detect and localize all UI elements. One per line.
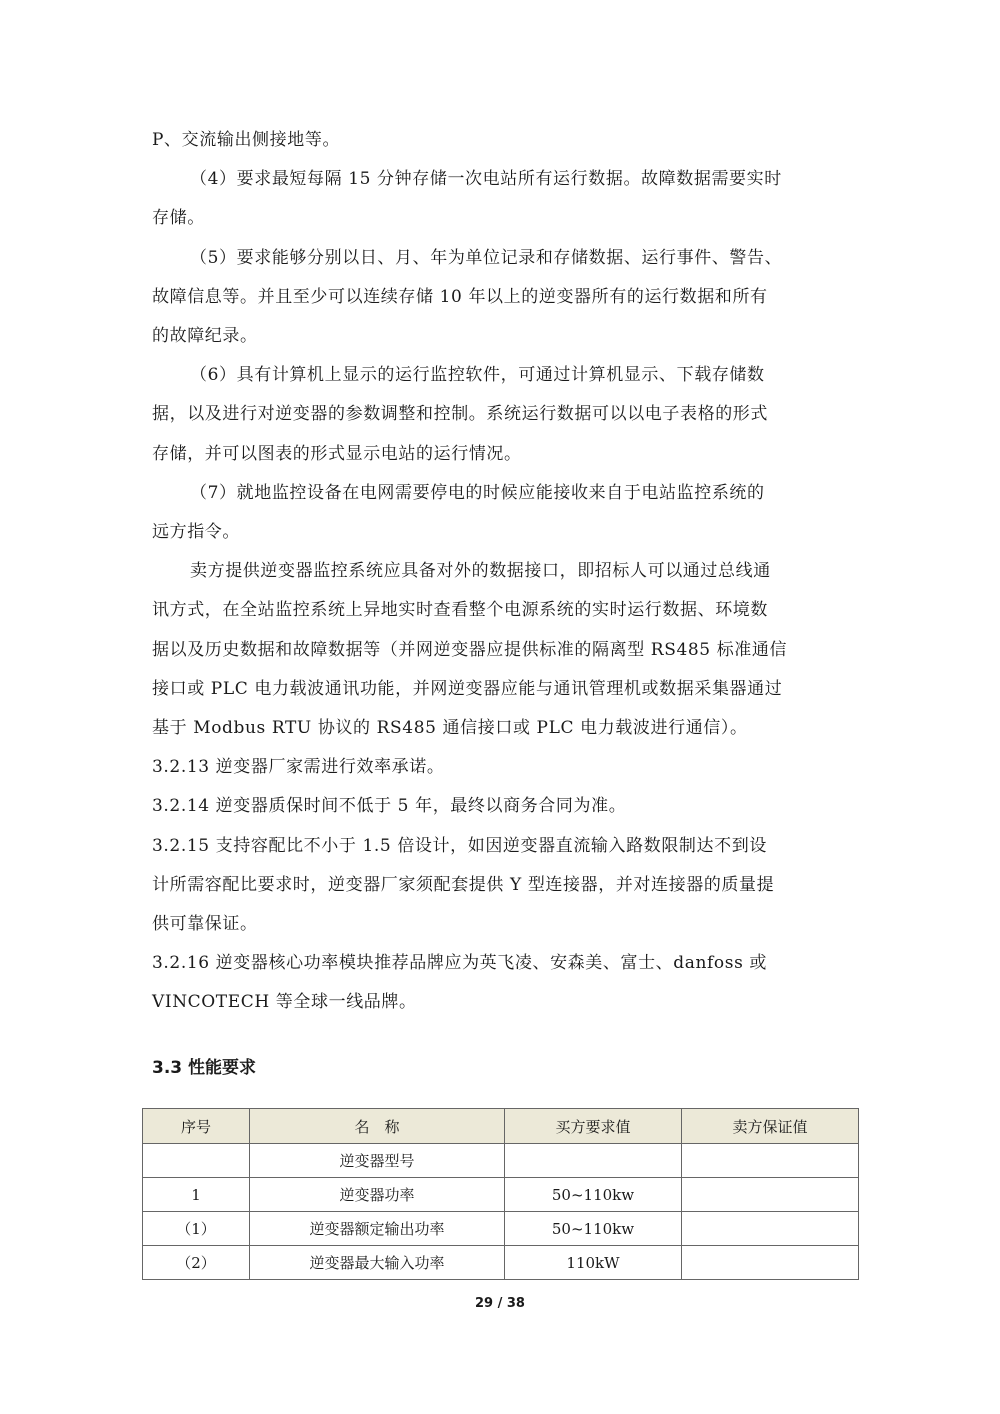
table-cell [682, 1212, 859, 1246]
table-cell: 110kW [505, 1246, 682, 1280]
section-heading: 3.3 性能要求 [152, 1058, 257, 1078]
text-line: 卖方提供逆变器监控系统应具备对外的数据接口，即招标人可以通过总线通 [190, 561, 771, 582]
text-line: （7）就地监控设备在电网需要停电的时候应能接收来自于电站监控系统的 [190, 482, 765, 503]
col-header-buyer-value: 买方要求值 [505, 1109, 682, 1144]
table-cell: 50~110kw [505, 1178, 682, 1212]
table-cell: 50~110kw [505, 1212, 682, 1246]
col-header-seller-value: 卖方保证值 [682, 1109, 859, 1144]
table-cell: 1 [143, 1178, 250, 1212]
performance-table [142, 1108, 859, 1280]
table-cell [682, 1144, 859, 1178]
table-cell [505, 1144, 682, 1178]
col-header-index: 序号 [143, 1109, 250, 1144]
text-line: 存储。 [152, 208, 205, 229]
text-line: VINCOTECH 等全球一线品牌。 [152, 992, 417, 1013]
text-line: （4）要求最短每隔 15 分钟存储一次电站所有运行数据。故障数据需要实时 [190, 169, 782, 190]
table-row [143, 1212, 859, 1246]
table-row [143, 1178, 859, 1212]
text-line: 供可靠保证。 [152, 914, 258, 934]
text-line: 远方指令。 [152, 522, 240, 542]
text-line: （5）要求能够分别以日、月、年为单位记录和存储数据、运行事件、警告、 [190, 247, 783, 268]
table-cell [682, 1178, 859, 1212]
table-cell: 逆变器额定输出功率 [250, 1212, 505, 1246]
text-line: 据以及历史数据和故障数据等（并网逆变器应提供标准的隔离型 RS485 标准通信 [152, 639, 788, 660]
text-line: 故障信息等。并且至少可以连续存储 10 年以上的逆变器所有的运行数据和所有 [152, 286, 768, 307]
text-line: 3.2.13 逆变器厂家需进行效率承诺。 [152, 757, 445, 778]
text-line: （6）具有计算机上显示的运行监控软件，可通过计算机显示、下载存储数 [190, 365, 765, 386]
text-line: 基于 Modbus RTU 协议的 RS485 通信接口或 PLC 电力载波进行通信）。 [152, 718, 748, 738]
page-number: 29 / 38 [475, 1296, 525, 1311]
table-cell: 逆变器最大输入功率 [250, 1246, 505, 1280]
table-cell [682, 1246, 859, 1280]
text-line: 3.2.14 逆变器质保时间不低于 5 年，最终以商务合同为准。 [152, 796, 627, 817]
table-cell: （1） [143, 1212, 250, 1246]
text-line: 讯方式，在全站监控系统上异地实时查看整个电源系统的实时运行数据、环境数 [152, 600, 768, 621]
text-line: 据，以及进行对逆变器的参数调整和控制。系统运行数据可以以电子表格的形式 [152, 404, 768, 425]
table-row [143, 1246, 859, 1280]
table-cell: 逆变器型号 [250, 1144, 505, 1178]
table-cell: （2） [143, 1246, 250, 1280]
table-header-row [143, 1109, 859, 1144]
text-line: 的故障纪录。 [152, 326, 258, 346]
table-cell: 逆变器功率 [250, 1178, 505, 1212]
col-header-name: 名 称 [250, 1109, 505, 1144]
table-cell [143, 1144, 250, 1178]
text-line: 接口或 PLC 电力载波通讯功能，并网逆变器应能与通讯管理机或数据采集器通过 [152, 678, 783, 699]
text-line: 3.2.15 支持容配比不小于 1.5 倍设计，如因逆变器直流输入路数限制达不到设 [152, 835, 767, 856]
table-row [143, 1144, 859, 1178]
text-line: 3.2.16 逆变器核心功率模块推荐品牌应为英飞凌、安森美、富士、danfoss 或 [152, 953, 768, 974]
text-line: 存储，并可以图表的形式显示电站的运行情况。 [152, 443, 522, 464]
text-line: P、交流输出侧接地等。 [152, 130, 341, 150]
text-line: 计所需容配比要求时，逆变器厂家须配套提供 Y 型连接器，并对连接器的质量提 [152, 874, 775, 895]
